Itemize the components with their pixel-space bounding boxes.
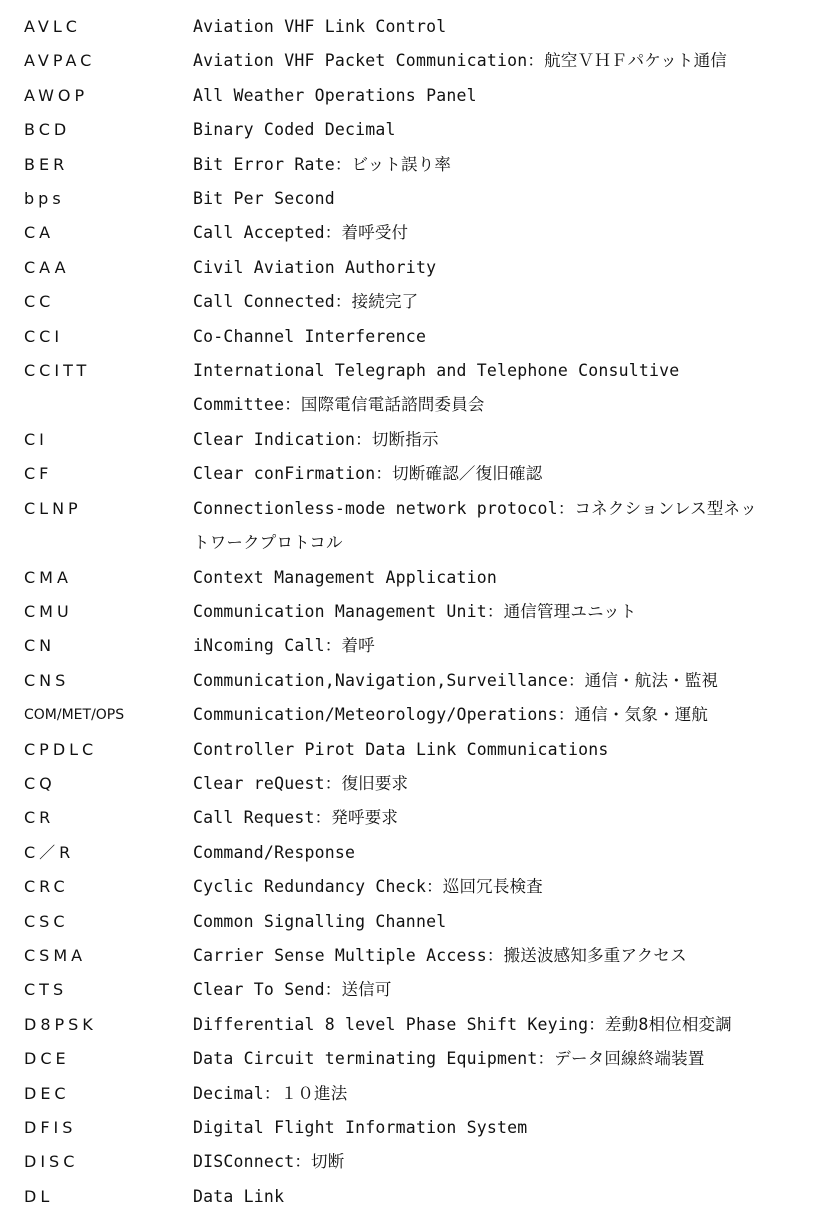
glossary-entry-cns <box>0 664 816 698</box>
definition: Carrier Sense Multiple Access：搬送波感知多重アクセス <box>193 945 687 965</box>
definition: Bit Error Rate：ビット誤り率 <box>193 154 452 174</box>
definition: Communication,Navigation,Surveillance：通信・航法・監視 <box>193 670 719 690</box>
definition: Binary Coded Decimal <box>193 120 396 140</box>
abbreviation: AWOP <box>24 85 89 105</box>
glossary-entry-dec <box>0 1077 816 1111</box>
definition: Communication/Meteorology/Operations：通信・気象・運航 <box>193 705 709 725</box>
glossary-entry-cmu <box>0 595 816 629</box>
abbreviation: CN <box>24 636 56 656</box>
glossary-entry-dl <box>0 1180 816 1214</box>
glossary-entry-bcd <box>0 113 816 147</box>
glossary-entry-caa <box>0 251 816 285</box>
glossary-entry-ca <box>0 216 816 250</box>
glossary-entry-awop <box>0 79 816 113</box>
definition: Communication Management Unit：通信管理ユニット <box>193 601 637 621</box>
definition: Controller Pirot Data Link Communications <box>193 739 609 759</box>
glossary-entry-ci <box>0 423 816 457</box>
definition: Call Accepted：着呼受付 <box>193 223 409 243</box>
abbreviation: CTS <box>24 980 68 1000</box>
abbreviation: CNS <box>24 670 70 690</box>
abbreviation: bps <box>24 189 65 209</box>
abbreviation: CMU <box>24 601 73 621</box>
definition: Command/Response <box>193 842 356 862</box>
definition: DISConnect：切断 <box>193 1152 345 1172</box>
definition: Clear reQuest：復旧要求 <box>193 773 409 793</box>
abbreviation: CPDLC <box>24 739 98 759</box>
definition: Connectionless-mode network protocol：コネクションレス型ネッ トワークプロトコル <box>193 498 757 553</box>
glossary-entry-dce <box>0 1042 816 1076</box>
glossary-entry-dfis <box>0 1111 816 1145</box>
definition: Call Request：発呼要求 <box>193 808 399 828</box>
definition: Clear To Send：送信可 <box>193 980 392 1000</box>
glossary-entry-ccitt <box>0 354 816 423</box>
definition: Data Circuit terminating Equipment：データ回線終端装置 <box>193 1049 705 1069</box>
glossary-entry-cn <box>0 629 816 663</box>
glossary-entry-cq <box>0 767 816 801</box>
definition: Aviation VHF Link Control <box>193 17 447 36</box>
glossary-entry-cci <box>0 320 816 354</box>
abbreviation: CR <box>24 808 55 828</box>
glossary-entry-disc <box>0 1145 816 1179</box>
abbreviation: C／R <box>24 842 75 862</box>
glossary-entry-cc <box>0 285 816 319</box>
abbreviation: CSC <box>24 911 69 931</box>
definition: Differential 8 level Phase Shift Keying：差動8相位相変調 <box>193 1014 732 1034</box>
glossary-entry-crc <box>0 870 816 904</box>
abbreviation: DEC <box>24 1083 70 1103</box>
definition: Clear conFirmation：切断確認／復旧確認 <box>193 464 543 484</box>
glossary-entry-com-met-ops <box>0 698 816 732</box>
abbreviation: CCI <box>24 326 64 346</box>
abbreviation: BCD <box>24 120 71 140</box>
abbreviation: DCE <box>24 1049 70 1069</box>
definition: Decimal：１０進法 <box>193 1083 348 1103</box>
abbreviation: BER <box>24 154 69 174</box>
abbreviation: CA <box>24 223 55 243</box>
glossary-list <box>0 10 816 1214</box>
definition: Clear Indication：切断指示 <box>193 429 439 449</box>
abbreviation: COM/MET/OPS <box>24 707 125 724</box>
abbreviation: CMA <box>24 567 72 587</box>
abbreviation: DFIS <box>24 1118 77 1137</box>
definition: Co-Channel Interference <box>193 326 427 346</box>
glossary-entry-d8psk <box>0 1008 816 1042</box>
abbreviation: CSMA <box>24 945 87 965</box>
definition: Civil Aviation Authority <box>193 257 437 277</box>
glossary-entry-cr <box>0 801 816 835</box>
abbreviation: CLNP <box>24 498 82 518</box>
glossary-entry-cts <box>0 973 816 1007</box>
abbreviation: CQ <box>24 773 56 793</box>
glossary-entry-cf <box>0 457 816 491</box>
definition: iNcoming Call：着呼 <box>193 636 375 656</box>
glossary-entry-csma <box>0 939 816 973</box>
glossary-entry-clnp <box>0 492 816 561</box>
abbreviation: AVPAC <box>24 51 96 71</box>
abbreviation: DL <box>24 1186 54 1206</box>
definition: Data Link <box>193 1186 285 1206</box>
abbreviation: CAA <box>24 257 70 277</box>
definition: Call Connected：接続完了 <box>193 292 419 312</box>
abbreviation: CF <box>24 464 53 484</box>
definition: International Telegraph and Telephone Consultive Committee：国際電信電話諮問委員会 <box>193 361 680 415</box>
glossary-entry-csc <box>0 905 816 939</box>
glossary-entry-avlc <box>0 10 816 44</box>
abbreviation: D8PSK <box>24 1014 97 1034</box>
abbreviation: CRC <box>24 877 69 897</box>
definition: Aviation VHF Packet Communication：航空ＶＨＦパケット通信 <box>193 51 727 71</box>
definition: Common Signalling Channel <box>193 911 447 931</box>
definition: Bit Per Second <box>193 189 335 209</box>
glossary-entry-avpac <box>0 44 816 78</box>
abbreviation: CCITT <box>24 361 91 381</box>
definition: All Weather Operations Panel <box>193 85 477 105</box>
glossary-entry-ber <box>0 148 816 182</box>
glossary-entry-cma <box>0 561 816 595</box>
glossary-entry-cpdlc <box>0 733 816 767</box>
glossary-entry-c-r <box>0 836 816 870</box>
abbreviation: CC <box>24 292 55 312</box>
definition: Cyclic Redundancy Check：巡回冗長検査 <box>193 877 543 897</box>
abbreviation: DISC <box>24 1152 79 1172</box>
abbreviation: CI <box>24 429 48 449</box>
definition: Digital Flight Information System <box>193 1118 528 1137</box>
glossary-entry-bps <box>0 182 816 216</box>
abbreviation: AVLC <box>24 17 81 36</box>
definition: Context Management Application <box>193 567 498 587</box>
